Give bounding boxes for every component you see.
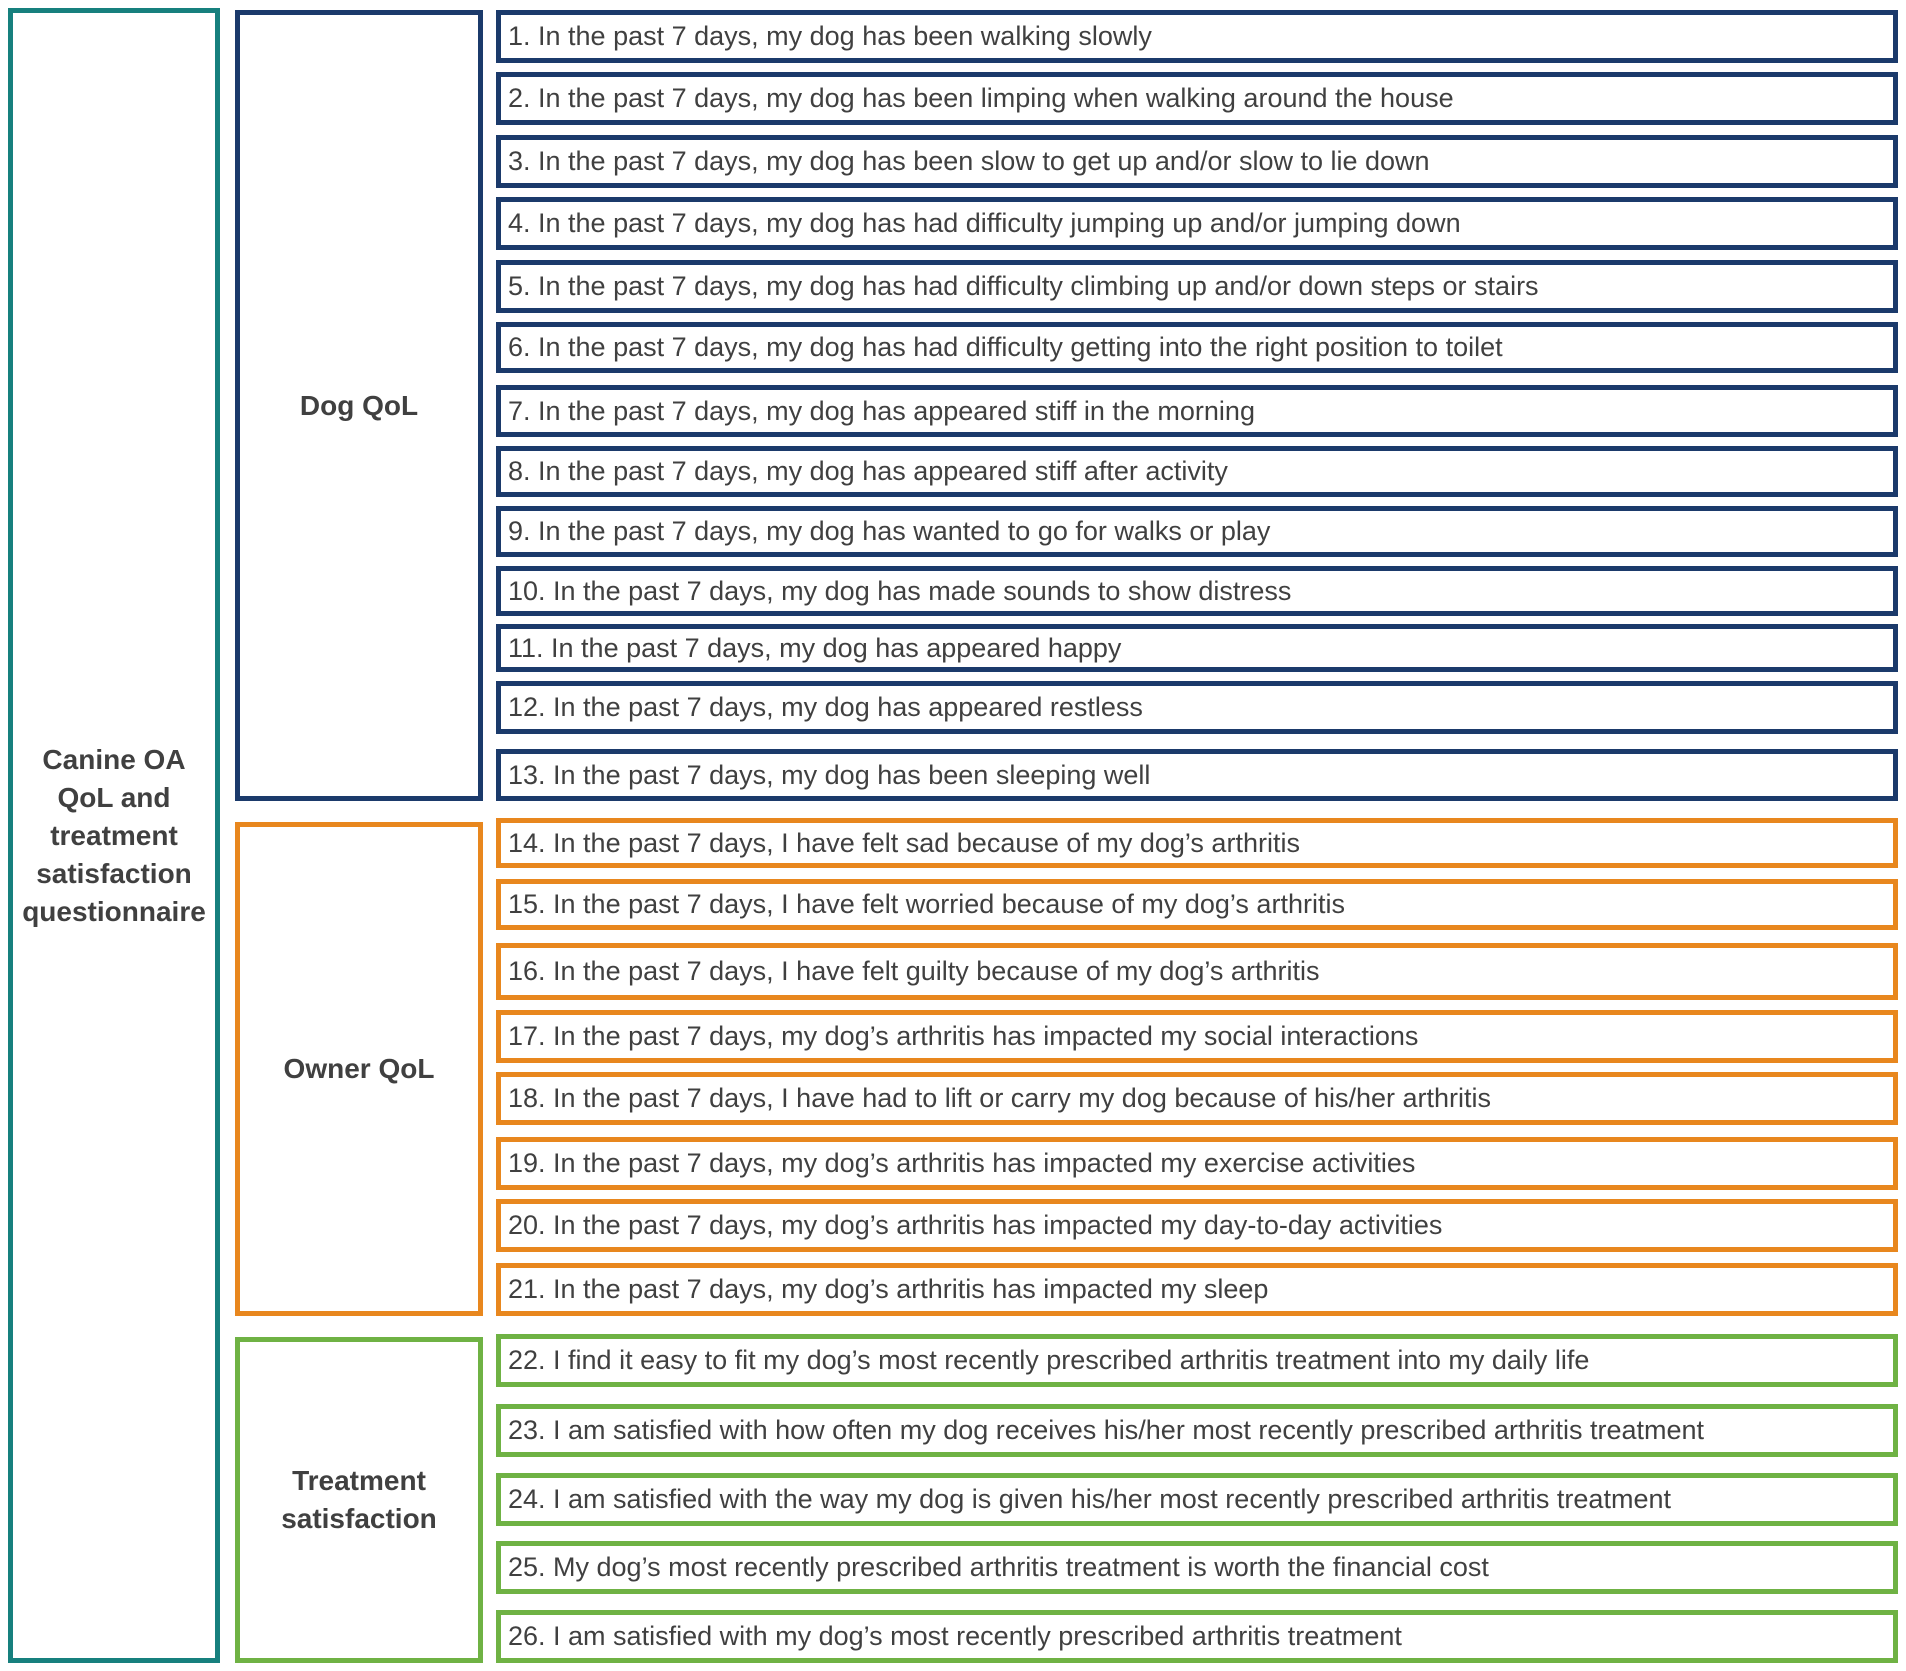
item-20: 20. In the past 7 days, my dog’s arthritis has impacted my day-to-day activities <box>496 1199 1898 1252</box>
questionnaire-title: Canine OA QoL and treatment satisfaction questionnaire <box>22 743 206 927</box>
group-treatment-satisfaction <box>235 1337 483 1663</box>
group-owner-qol <box>235 822 483 1316</box>
item-19: 19. In the past 7 days, my dog’s arthritis has impacted my exercise activities <box>496 1137 1898 1190</box>
item-23: 23. I am satisfied with how often my dog receives his/her most recently prescribed arthritis treatment <box>496 1404 1898 1457</box>
item-21: 21. In the past 7 days, my dog’s arthritis has impacted my sleep <box>496 1263 1898 1316</box>
item-24: 24. I am satisfied with the way my dog is given his/her most recently prescribed arthritis treatment <box>496 1473 1898 1526</box>
item-16: 16. In the past 7 days, I have felt guilty because of my dog’s arthritis <box>496 943 1898 1000</box>
item-13: 13. In the past 7 days, my dog has been sleeping well <box>496 749 1898 801</box>
item-22: 22. I find it easy to fit my dog’s most recently prescribed arthritis treatment into my daily life <box>496 1334 1898 1387</box>
item-5: 5. In the past 7 days, my dog has had difficulty climbing up and/or down steps or stairs <box>496 260 1898 313</box>
item-7: 7. In the past 7 days, my dog has appeared stiff in the morning <box>496 385 1898 437</box>
item-1: 1. In the past 7 days, my dog has been walking slowly <box>496 10 1898 63</box>
item-17: 17. In the past 7 days, my dog’s arthritis has impacted my social interactions <box>496 1010 1898 1063</box>
item-9: 9. In the past 7 days, my dog has wanted to go for walks or play <box>496 506 1898 557</box>
group-owner-qol-label: Owner QoL <box>283 1053 435 1084</box>
item-25: 25. My dog’s most recently prescribed arthritis treatment is worth the financial cost <box>496 1541 1898 1594</box>
group-dog-qol-label: Dog QoL <box>299 389 419 421</box>
item-11: 11. In the past 7 days, my dog has appeared happy <box>496 624 1898 672</box>
item-18: 18. In the past 7 days, I have had to lift or carry my dog because of his/her arthritis <box>496 1072 1898 1125</box>
item-4: 4. In the past 7 days, my dog has had difficulty jumping up and/or jumping down <box>496 197 1898 250</box>
item-6: 6. In the past 7 days, my dog has had difficulty getting into the right position to toilet <box>496 322 1898 373</box>
item-26: 26. I am satisfied with my dog’s most recently prescribed arthritis treatment <box>496 1610 1898 1663</box>
item-8: 8. In the past 7 days, my dog has appeared stiff after activity <box>496 446 1898 497</box>
item-2: 2. In the past 7 days, my dog has been limping when walking around the house <box>496 72 1898 125</box>
questionnaire-root-box <box>8 8 220 1663</box>
group-dog-qol <box>235 10 483 801</box>
item-12: 12. In the past 7 days, my dog has appeared restless <box>496 681 1898 734</box>
item-10: 10. In the past 7 days, my dog has made sounds to show distress <box>496 566 1898 616</box>
item-3: 3. In the past 7 days, my dog has been slow to get up and/or slow to lie down <box>496 135 1898 188</box>
group-treatment-satisfaction-label: Treatment satisfaction <box>281 1465 437 1534</box>
item-14: 14. In the past 7 days, I have felt sad because of my dog’s arthritis <box>496 818 1898 868</box>
item-15: 15. In the past 7 days, I have felt worried because of my dog’s arthritis <box>496 879 1898 930</box>
